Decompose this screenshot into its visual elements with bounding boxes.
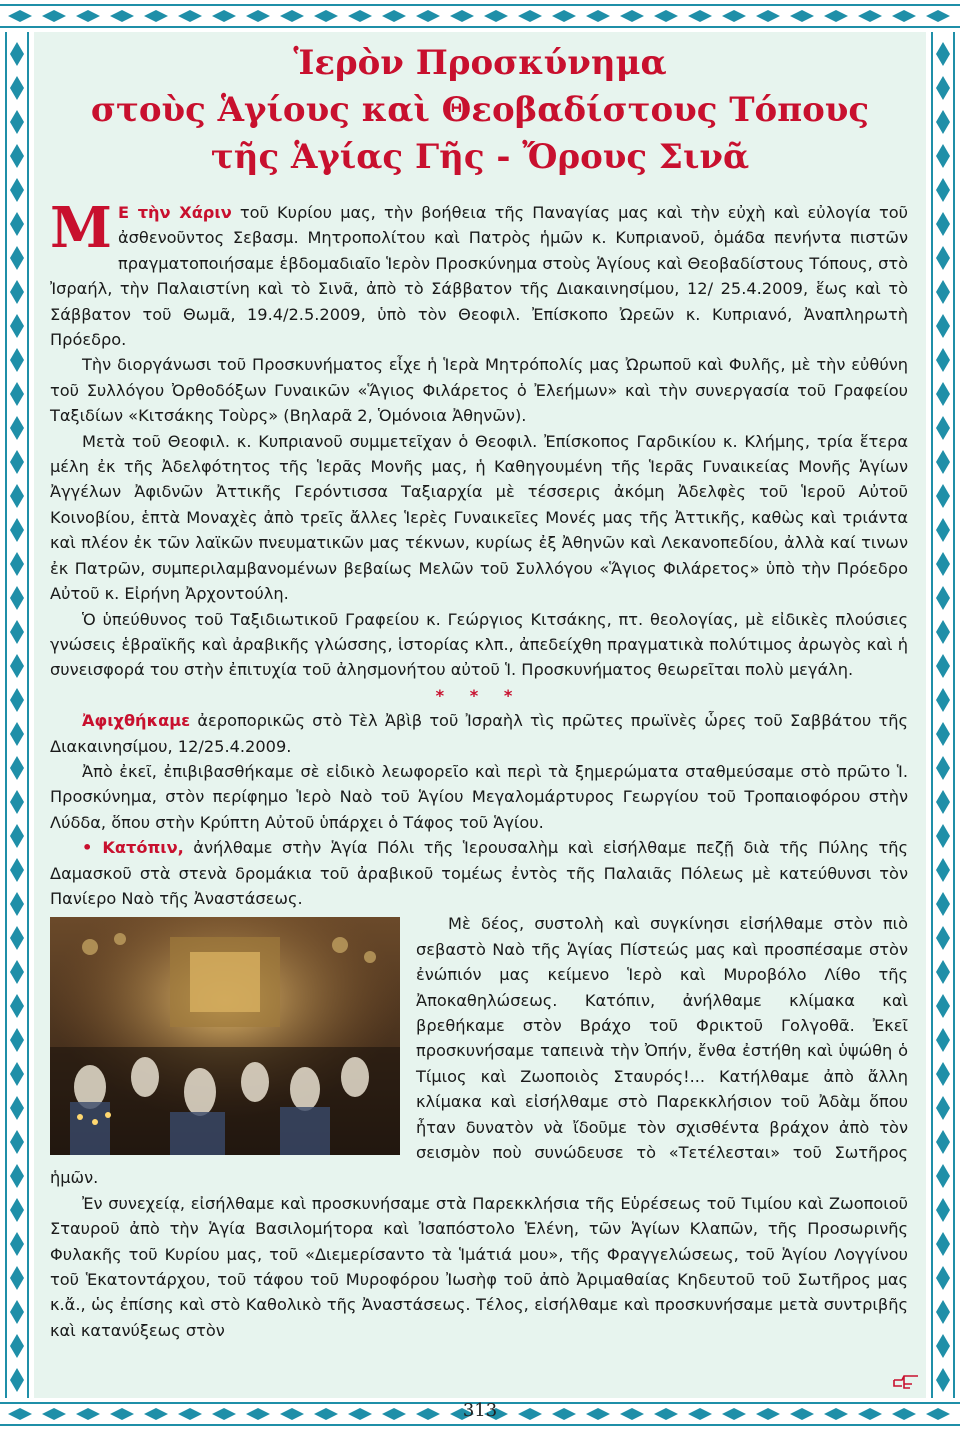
paragraph-holy-sepulchre: Μὲ δέος, συστολὴ καὶ συγκίνησι εἰσήλθαμε στὸν πιὸ σεβαστὸ Ναὸ τῆς Ἁγίας Πίστεώς μας καὶ προσπέσαμε στὸν ἐνώπιόν μας κείμενο Ἱερὸ καὶ Μυροβόλο Λίθο τῆς Ἀποκαθηλώσεως. Κατόπιν, ἀνήλθαμε κλίμακα καὶ βρεθήκαμε στὸν Βράχο τοῦ Φρικτοῦ Γολγοθᾶ. Ἐκεῖ προσκυνήσαμε ταπεινὰ τὴν Ὀπήν, ἔνθα ἐστήθη καὶ ὑψώθη ὁ Τίμιος καὶ Ζωοποιὸς Σταυρός!... Κατήλθαμε ἀπὸ ἄλλη κλίμακα καὶ εἰσήλθαμε στὸ Παρεκκλήσιον τοῦ Ἀδὰμ ὅπου ἦταν δυνατὸν νὰ ἴδοῦμε τὸν σχισθέντα βράχον ἀπὸ τὸν σεισμὸν ποὺ συνώδευσε τὸ «Τετέλεσται» τοῦ Σωτῆρος ἡμῶν. bbox=[50, 914, 908, 1188]
paragraph-arrival bbox=[50, 708, 908, 759]
title-line-3: τῆς Ἁγίας Γῆς - Ὄρους Σινᾶ bbox=[210, 137, 750, 177]
paragraph-lydda: Ἀπὸ ἐκεῖ, ἐπιβιβασθήκαμε σὲ εἰδικὸ λεωφορεῖο καὶ περὶ τὰ ξημερώματα σταθμεύσαμε στὸ πρῶτο Ἱ. Προσκύνημα, στὸν περίφημο Ἱερὸ Ναὸ τοῦ Ἁγίου Μεγαλομάρτυρος Γεωργίου τοῦ Τροπαιοφόρου στὴν Λύδδα, ὅπου στὴν Κρύπτη Αὐτοῦ ὑπάρχει ὁ Τάφος τοῦ Ἁγίου. bbox=[50, 761, 908, 832]
article-body bbox=[50, 195, 908, 1343]
left-ornamental-border bbox=[0, 0, 34, 1430]
pointing-hand-icon bbox=[892, 1370, 922, 1392]
jerusalem-text: ἀνήλθαμε στὴν Ἁγία Πόλι τῆς Ἱερουσαλὴμ καὶ εἰσήλθαμε πεζῇ διὰ τῆς Πύλης τῆς Δαμασκοῦ στὰ στενὰ δρομάκια τοῦ ἀραβικοῦ τομέως ἐντὸς τῆς Παλαιᾶς Πόλεως μὲ κατεύθυνσι τὸν Πανίερο Ναὸ τῆς Ἀναστάσεως. bbox=[50, 838, 908, 908]
top-ornamental-border bbox=[0, 0, 960, 32]
intro-highlight: Ε τὴν Χάριν bbox=[118, 203, 232, 222]
paragraph-participants: Μετὰ τοῦ Θεοφιλ. κ. Κυπριανοῦ συμμετεῖχαν ὁ Θεοφιλ. Ἐπίσκοπος Γαρδικίου κ. Κλήμης, τρία ἕτερα μέλη ἐκ τῆς Ἀδελφότητος τῆς Ἱερᾶς Μονῆς μας, ἡ Καθηγουμένη τῆς Ἱερᾶς Γυναικείας Μονῆς Ἁγίων Ἀγγέλων Ἀφιδνῶν Ἀττικῆς Γερόντισσα Ταξιαρχία μὲ τέσσερις ἀκόμη Ἀδελφὲς τοῦ Ἱεροῦ Αὐτοῦ Κοινοβίου, ἑπτὰ Μοναχὲς ἀπὸ τρεῖς ἄλλες Ἱερὲς Γυναικεῖες Μονές μας τῆς Ἀττικῆς, καθὼς καὶ τριάντα καὶ πλέον ἐκ τῶν λαϊκῶν πνευματικῶν μας τέκνων, κυρίως ἐξ Ἀθηνῶν καὶ Λεκανοπεδίου, ἀλλὰ καί τινων ἐκ Πατρῶν, συμπεριλαμβανομένων βεβαίως Μελῶν τοῦ Συλλόγου «Ἅγιος Φιλάρετος» ὑπὸ τὴν Πρόεδρο Αὐτοῦ κ. Εἰρήνη Ἀρχοντούλη. bbox=[50, 431, 908, 604]
title-line-1: Ἱερὸν Προσκύνημα bbox=[293, 43, 667, 83]
intro-text: τοῦ Κυρίου μας, τὴν βοήθεια τῆς Παναγίας μας καὶ τὴν εὐχὴ καὶ εὐλογία τοῦ ἀσθενοῦντος Σεβασμ. Μητροπολίτου καὶ Πατρὸς ἡμῶν κ. Κυπριανοῦ, ὁμάδα πενήντα πιστῶν πραγματοποιήσαμε ἑβδομαδιαῖο Ἱερὸν Προσκύνημα στοὺς Ἁγίους καὶ Θεοβαδίστους Τόπους, στὸ Ἰσραήλ, τὴν Παλαιστίνη καὶ τὸ Σινᾶ, ἀπὸ τὸ Σάββατον τῆς Διακαινησίμου, 12/ 25.4.2009, ἕως καὶ τὸ Σάββατον τοῦ Θωμᾶ, 19.4/2.5.2009, ὑπὸ τὸν Θεοφιλ. Ἐπίσκοπο Ὠρεῶν κ. Κυπριανό, Ἀναπληρωτὴ Πρόεδρο. bbox=[50, 203, 908, 350]
article-title bbox=[40, 40, 920, 181]
jerusalem-highlight: • Κατόπιν, bbox=[82, 838, 184, 858]
title-line-2: στοὺς Ἁγίους καὶ Θεοβαδίστους Τόπους bbox=[90, 90, 870, 130]
arrival-highlight: Ἀφιχθήκαμε bbox=[82, 711, 191, 731]
page-number: 313 bbox=[462, 1400, 498, 1421]
photo-illustration bbox=[50, 917, 400, 1155]
arrival-text: ἀεροπορικῶς στὸ Τὲλ Ἀβὶβ τοῦ Ἰσραὴλ τὶς πρῶτες πρωϊνὲς ὧρες τοῦ Σαββάτου τῆς Διακαινησίμου, 12/25.4.2009. bbox=[50, 711, 908, 756]
section-separator: * * * bbox=[435, 685, 523, 705]
paragraph-organization: Τὴν διοργάνωσι τοῦ Προσκυνήματος εἶχε ἡ Ἱερὰ Μητρόπολίς μας Ὠρωποῦ καὶ Φυλῆς, μὲ τὴν εὐθύνη τοῦ Συλλόγου Ὀρθοδόξων Γυναικῶν «Ἅγιος Φιλάρετος ὁ Ἐλεήμων» καὶ τὴν συνεργασία τοῦ Γραφείου Ταξιδίων «Κιτσάκης Τοὺρς» (Βηλαρᾶ 2, Ὁμόνοια Ἀθηνῶν). bbox=[50, 355, 908, 426]
right-ornamental-border bbox=[926, 0, 960, 1430]
paragraph-intro bbox=[50, 195, 908, 352]
paragraph-chapels: Ἐν συνεχείᾳ, εἰσήλθαμε καὶ προσκυνήσαμε στὰ Παρεκκλήσια τῆς Εὑρέσεως τοῦ Τιμίου καὶ Ζωοποιοῦ Σταυροῦ ἀπὸ τὴν Ἁγία Βασιλομήτορα καὶ Ἰσαπόστολο Ἑλένη, τῶν Ἁγίων Κλαπῶν, τῆς Προσωρινῆς Φυλακῆς τοῦ Κυρίου μας, τοῦ «Διεμερίσαντο τὰ Ἱμάτιά μου», τῆς Φραγγελώσεως, τοῦ Ἁγίου Λογγίνου τοῦ Ἑκατοντάρχου, τοῦ τάφου τοῦ Μυροφόρου Ἰωσὴφ τοῦ ἀπὸ Ἀριμαθαίας Κηδευτοῦ τοῦ Σωτῆρος μας κ.ἄ., ὡς ἐπίσης καὶ στὸ Καθολικὸ τῆς Ἀναστάσεως. Τέλος, εἰσήλθαμε καὶ προσκυνήσαμε μετὰ συντριβῆς καὶ κατανύξεως στὸν bbox=[50, 1193, 908, 1340]
paragraph-travel-agent: Ὁ ὑπεύθυνος τοῦ Ταξιδιωτικοῦ Γραφείου κ. Γεώργιος Κιτσάκης, πτ. θεολογίας, μὲ εἰδικὲς πλούσιες γνώσεις ἑβραϊκῆς καὶ ἀραβικῆς γλώσσης, ἱστορίας κλπ., ἀπεδείχθη πραγματικὰ πολύτιμος ἀρωγὸς καὶ ἡ συνεισφορά του στὴν ἐπιτυχία τοῦ ἀλησμονήτου αὐτοῦ Ἱ. Προσκυνήματος θεωρεῖται πολὺ μεγάλη. bbox=[50, 609, 908, 680]
drop-cap: Μ bbox=[50, 195, 112, 261]
church-interior-photo bbox=[50, 917, 400, 1155]
paragraph-jerusalem bbox=[50, 835, 908, 911]
